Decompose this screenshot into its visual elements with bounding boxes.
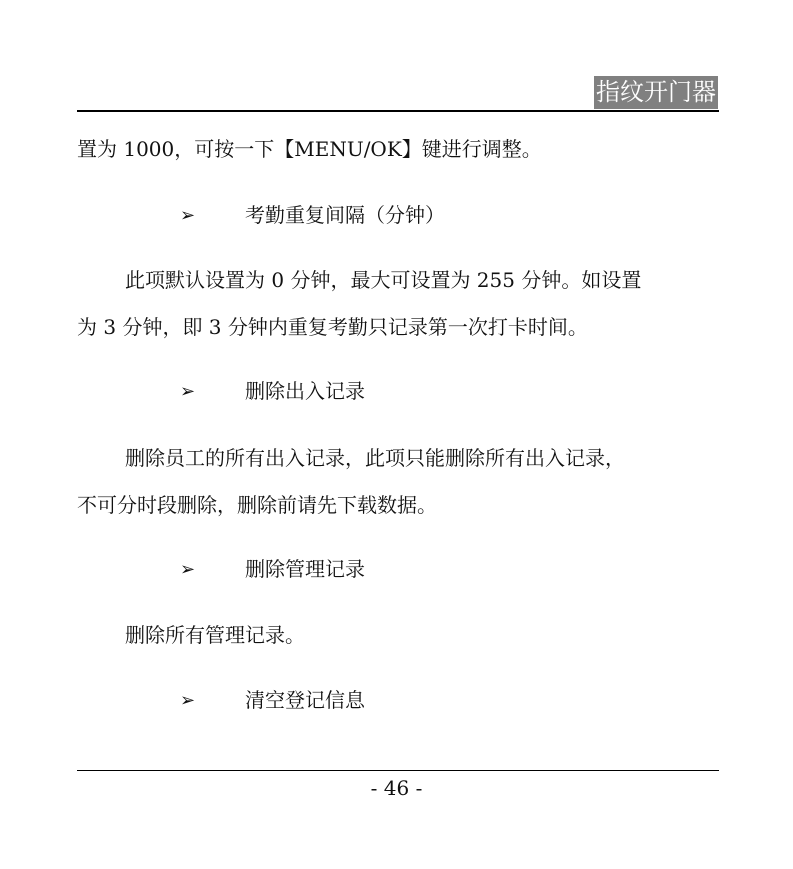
footer-rule — [77, 770, 719, 771]
paragraph-line: 置为 1000，可按一下【MENU/OK】键进行调整。 — [77, 137, 542, 161]
paragraph-line: 为 3 分钟，即 3 分钟内重复考勤只记录第一次打卡时间。 — [77, 315, 588, 339]
header-title: 指纹开门器 — [594, 76, 718, 109]
section-heading-delete-access-records: 删除出入记录 — [245, 379, 365, 403]
page-number: - 46 - — [370, 776, 423, 800]
arrow-bullet-icon: ➢ — [180, 690, 196, 711]
section-heading-attendance-interval: 考勤重复间隔（分钟） — [245, 203, 445, 227]
paragraph-line: 删除员工的所有出入记录，此项只能删除所有出入记录， — [125, 446, 625, 470]
paragraph-line: 不可分时段删除，删除前请先下载数据。 — [77, 493, 437, 517]
paragraph-line: 删除所有管理记录。 — [125, 623, 305, 647]
header-rule — [77, 110, 719, 112]
paragraph-line: 此项默认设置为 0 分钟，最大可设置为 255 分钟。如设置 — [125, 268, 642, 292]
arrow-bullet-icon: ➢ — [180, 559, 196, 580]
arrow-bullet-icon: ➢ — [180, 381, 196, 402]
section-heading-delete-admin-records: 删除管理记录 — [245, 557, 365, 581]
arrow-bullet-icon: ➢ — [180, 205, 196, 226]
section-heading-clear-registration: 清空登记信息 — [245, 688, 365, 712]
